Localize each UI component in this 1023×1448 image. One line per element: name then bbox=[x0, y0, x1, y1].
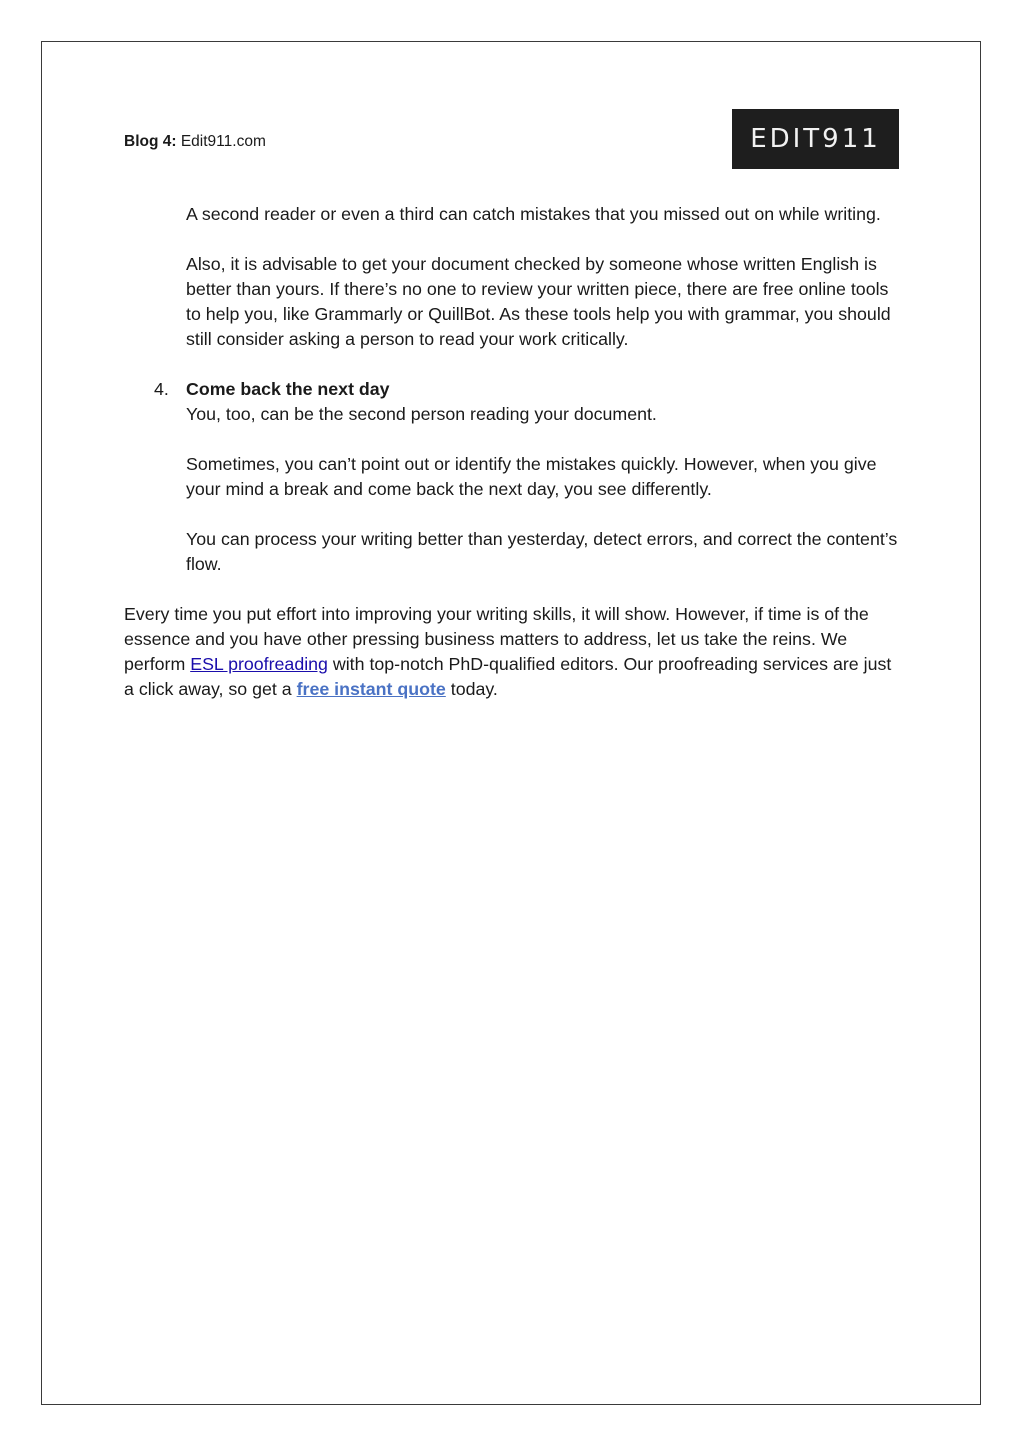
logo-text: EDIT911 bbox=[750, 124, 881, 154]
document-header bbox=[124, 132, 266, 152]
list-heading: Come back the next day bbox=[186, 379, 390, 399]
paragraph-sometimes: Sometimes, you can’t point out or identify the mistakes quickly. However, when you give your mind a break and come back the next day, you see differently. bbox=[186, 454, 877, 499]
esl-proofreading-link[interactable]: ESL proofreading bbox=[190, 654, 328, 674]
edit911-logo bbox=[732, 109, 899, 169]
closing-text-3: today. bbox=[445, 679, 498, 699]
list-number: 4. bbox=[154, 379, 169, 399]
closing-text-2: with top-notch PhD-qualified editors. Our proofreading services are just a click away, so get a bbox=[124, 654, 892, 699]
list-item-4 bbox=[154, 377, 904, 577]
closing-text-1: Every time you put effort into improving your writing skills, it will show. However, if time is of the essence and you have other pressing business matters to address, let us take the reins. We perform bbox=[124, 604, 869, 674]
blog-label: Blog 4: bbox=[124, 133, 177, 150]
site-name: Edit911.com bbox=[180, 133, 266, 150]
document-body bbox=[124, 202, 904, 727]
paragraph-advisable: Also, it is advisable to get your document checked by someone whose written English is better than yours. If there’s no one to review your written piece, there are free online tools to help you, like Grammarly or QuillBot. As these tools help you with grammar, you should still consider asking a person to read your work critically. bbox=[186, 254, 891, 349]
free-instant-quote-link[interactable]: free instant quote bbox=[296, 679, 446, 699]
paragraph-second-reader: A second reader or even a third can catch mistakes that you missed out on while writing. bbox=[186, 204, 881, 224]
paragraph-process: You can process your writing better than yesterday, detect errors, and correct the content’s flow. bbox=[186, 529, 898, 574]
list-line: You, too, can be the second person reading your document. bbox=[186, 404, 657, 424]
indented-section bbox=[154, 202, 904, 577]
paragraph-closing bbox=[124, 602, 904, 702]
